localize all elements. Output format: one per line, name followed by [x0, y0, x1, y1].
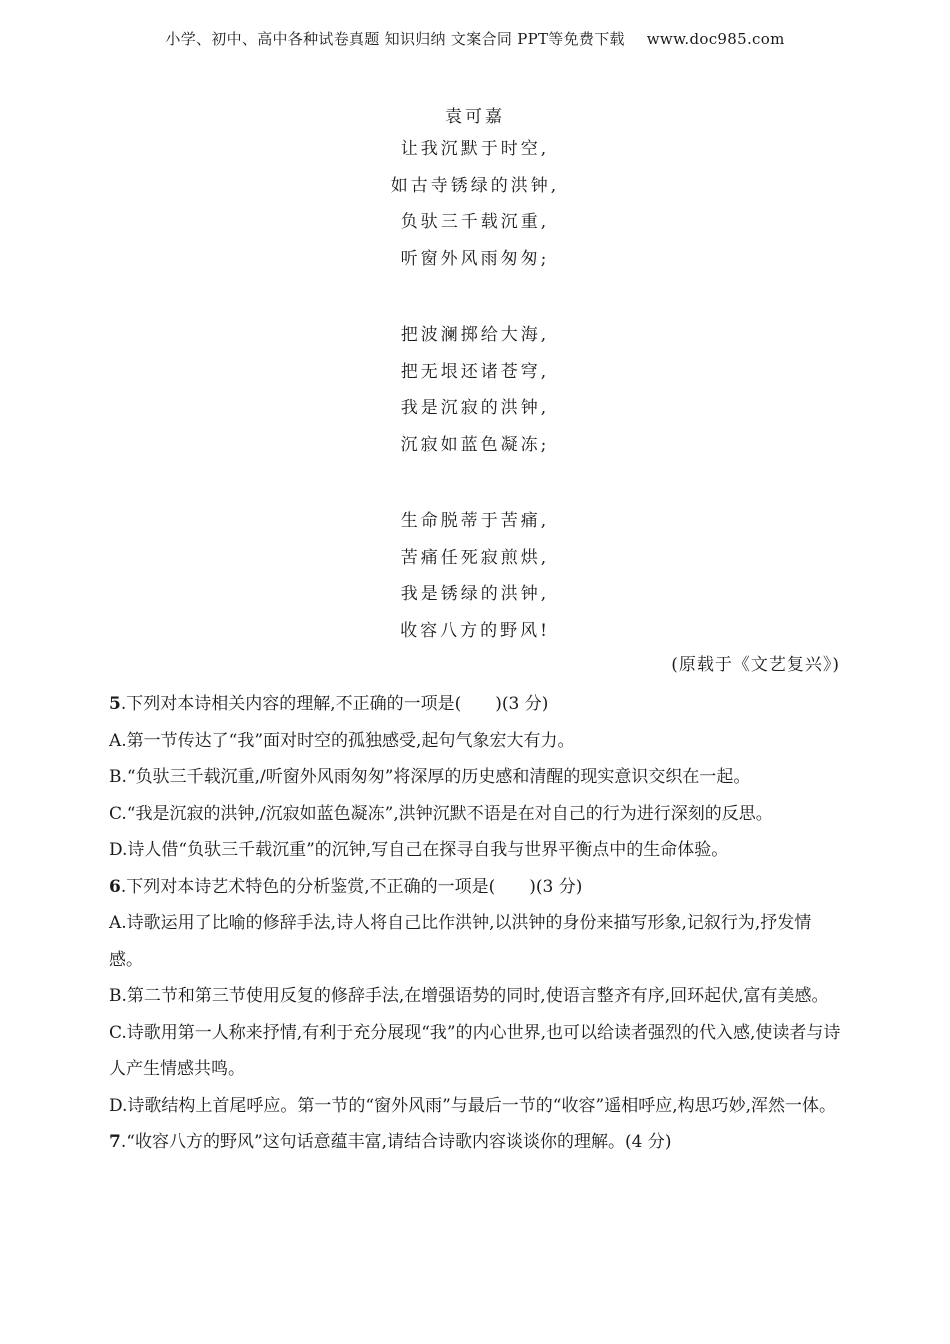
question-number: 7 — [109, 1132, 121, 1152]
poem-line: 把无垠还诸苍穹, — [400, 361, 550, 382]
poem-stanza-3 — [0, 503, 950, 649]
question-5-option-b: B.“负驮三千载沉重,/听窗外风雨匆匆”将深厚的历史感和清醒的现实意识交织在一起。 — [109, 767, 751, 787]
question-number: 6 — [109, 876, 121, 897]
poem-line: 收容八方的野风! — [400, 620, 550, 641]
header-url[interactable]: www.doc985.com — [646, 30, 785, 48]
question-5-option-c: C.“我是沉寂的洪钟,/沉寂如蓝色凝冻”,洪钟沉默不语是在对自己的行为进行深刻的反思。 — [109, 803, 773, 824]
question-6-option-b: B.第二节和第三节使用反复的修辞手法,在增强语势的同时,使语言整齐有序,回环起伏,富有美感。 — [109, 986, 829, 1006]
poem — [0, 104, 950, 649]
question-5-option-a: A.第一节传达了“我”面对时空的孤独感受,起句气象宏大有力。 — [109, 730, 575, 751]
poem-line: 我是沉寂的洪钟, — [400, 398, 550, 418]
question-text: .“收容八方的野风”这句话意蕴丰富,请结合诗歌内容谈谈你的理解。(4 分) — [120, 1132, 672, 1152]
question-6-option-d: D.诗歌结构上首尾呼应。第一节的“窗外风雨”与最后一节的“收容”遥相呼应,构思巧妙,浑然一体。 — [109, 1095, 836, 1116]
questions — [109, 686, 844, 1161]
poem-line: 让我沉默于时空, — [400, 139, 550, 159]
poem-line: 听窗外风雨匆匆; — [400, 248, 550, 269]
question-5-stem — [109, 686, 844, 723]
poem-line: 沉寂如蓝色凝冻; — [400, 434, 550, 455]
question-5-option-d: D.诗人借“负驮三千载沉重”的沉钟,写自己在探寻自我与世界平衡点中的生命体验。 — [109, 840, 729, 860]
poem-line: 把波澜掷给大海, — [400, 325, 550, 345]
page-header — [0, 28, 950, 49]
question-6-option-a: A.诗歌运用了比喻的修辞手法,诗人将自己比作洪钟,以洪钟的身份来描写形象,记叙行为,抒发情感。 — [109, 913, 812, 970]
question-7-stem — [109, 1124, 844, 1161]
question-number: 5 — [109, 694, 121, 714]
question-text: .下列对本诗相关内容的理解,不正确的一项是( )(3 分) — [120, 694, 549, 714]
poem-line: 生命脱蒂于苦痛, — [400, 511, 550, 531]
poem-stanza-2 — [0, 317, 950, 463]
poem-line: 如古寺锈绿的洪钟, — [390, 175, 560, 196]
header-text: 小学、初中、高中各种试卷真题 知识归纳 文案合同 PPT等免费下载 — [165, 30, 625, 48]
question-6-option-c: C.诗歌用第一人称来抒情,有利于充分展现“我”的内心世界,也可以给读者强烈的代入感,使读者与诗人产生情感共鸣。 — [109, 1022, 841, 1079]
poem-line: 我是锈绿的洪钟, — [400, 584, 550, 604]
poem-stanza-1 — [0, 131, 950, 277]
poem-line: 苦痛任死寂煎烘, — [400, 547, 550, 568]
question-text: .下列对本诗艺术特色的分析鉴赏,不正确的一项是( )(3 分) — [120, 876, 583, 897]
poem-source: (原载于《文艺复兴》) — [671, 655, 840, 675]
question-6-stem — [109, 869, 844, 906]
poem-line: 负驮三千载沉重, — [400, 212, 550, 232]
poem-author: 袁可嘉 — [445, 107, 505, 127]
